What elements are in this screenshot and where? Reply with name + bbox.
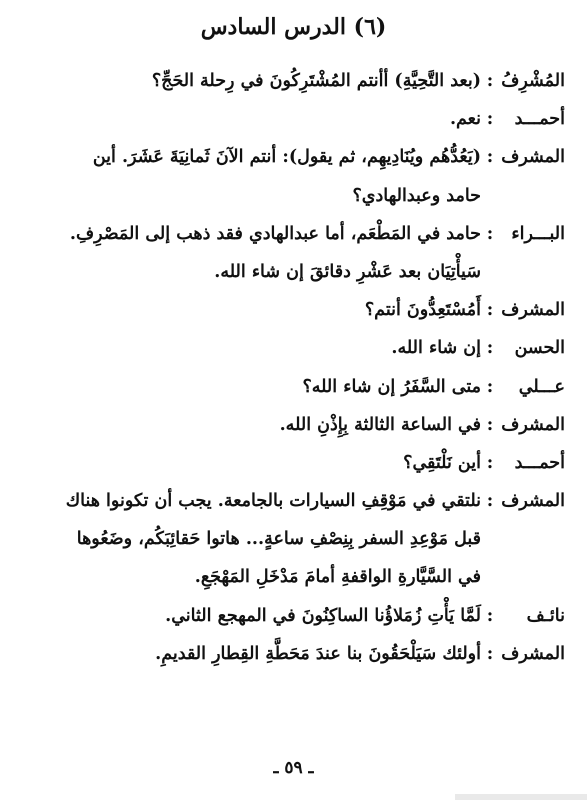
speaker-colon: : bbox=[486, 643, 494, 664]
speaker-name: المشرف bbox=[501, 643, 565, 664]
speaker-name: المشرف bbox=[501, 300, 565, 321]
speaker-name: أحمـــد bbox=[514, 452, 565, 473]
line-text: أَمُسْتَعِدُّونَ أنتم؟ bbox=[364, 300, 481, 321]
line-text: نعم. bbox=[449, 109, 481, 130]
line-text: حامد في المَطْعَم، أما عبدالهادي فقد ذهب إلى المَصْرِفِ. bbox=[69, 223, 481, 244]
dialogue-line bbox=[14, 597, 565, 635]
scan-corner-artifact bbox=[455, 794, 587, 800]
line-text: قبل مَوْعِدِ السفر بِنِصْفِ ساعةٍ... هاتوا حَقائِبَكُم، وضَعُوها bbox=[76, 529, 481, 550]
speaker-colon: : bbox=[486, 147, 494, 168]
page-number: ـ ٥٩ ـ bbox=[273, 758, 314, 778]
speaker-name: عـــلي bbox=[518, 376, 565, 397]
lesson-title: (٦) الدرس السادس bbox=[200, 14, 387, 40]
dialogue-line bbox=[14, 291, 565, 329]
line-text: في الساعة الثالثة بِإِذْنِ الله. bbox=[279, 414, 481, 435]
dialogue-line bbox=[14, 138, 565, 176]
dialogue-line bbox=[14, 482, 565, 520]
dialogue-line bbox=[14, 444, 565, 482]
speaker-name: المشرف bbox=[501, 491, 565, 512]
dialogue-line bbox=[14, 520, 565, 558]
line-text: حامد وعبدالهادي؟ bbox=[352, 185, 481, 206]
line-text: (بعد التَّحِيَّةِ) أأنتم المُشْتَرِكُونَ في رِحلة الحَجِّ؟ bbox=[151, 71, 481, 91]
speaker-name: أحمـــد bbox=[514, 109, 565, 130]
speaker-colon: : bbox=[486, 491, 494, 512]
speaker-name: البـــراء bbox=[511, 223, 565, 244]
dialogue-line bbox=[14, 558, 565, 596]
speaker-name: نائـف bbox=[526, 605, 565, 626]
speaker-colon: : bbox=[486, 376, 494, 397]
dialogue-line bbox=[14, 62, 565, 100]
line-text: نلتقي في مَوْقِفِ السيارات بالجامعة. يجب أن تكونوا هناك bbox=[65, 491, 481, 512]
speaker-name: الحسن bbox=[514, 338, 565, 359]
dialogue-line bbox=[14, 368, 565, 406]
dialogue-line bbox=[14, 215, 565, 253]
dialogue-line bbox=[14, 329, 565, 367]
speaker-colon: : bbox=[486, 71, 494, 91]
speaker-colon: : bbox=[486, 300, 494, 321]
dialogue-line bbox=[14, 635, 565, 673]
speaker-colon: : bbox=[486, 414, 494, 435]
dialogue-line bbox=[14, 100, 565, 138]
dialogue bbox=[14, 62, 565, 673]
dialogue-line bbox=[14, 406, 565, 444]
speaker-colon: : bbox=[486, 338, 494, 359]
line-text: في السَّيَّارةِ الواقفةِ أمامَ مَدْخَلِ المَهْجَعِ. bbox=[194, 567, 481, 588]
line-text: (يَعُدُّهُم ويُنَادِيهِم، ثم يقول): أنتم الآنَ ثَمانِيَةَ عَشَرَ. أين bbox=[92, 147, 481, 168]
dialogue-line bbox=[14, 177, 565, 215]
speaker-name: المُشْرِفُ bbox=[501, 71, 565, 91]
speaker-name: المشرف bbox=[501, 147, 565, 168]
line-text: لَمَّا يَأْتِ زُمَلاؤُنا الساكِنُونَ في المهجع الثاني. bbox=[165, 605, 481, 626]
line-text: إن شاء الله. bbox=[391, 338, 481, 359]
line-text: متى السَّفَرُ إن شاء الله؟ bbox=[302, 376, 481, 397]
dialogue-line bbox=[14, 253, 565, 291]
speaker-colon: : bbox=[486, 605, 494, 626]
line-text: سَيأْتِيَان بعد عَشْرِ دقائقَ إن شاء الله. bbox=[214, 261, 481, 282]
speaker-colon: : bbox=[486, 452, 494, 473]
line-text: أين نَلْتَقِي؟ bbox=[403, 452, 481, 473]
speaker-colon: : bbox=[486, 223, 494, 244]
line-text: أولئك سَيَلْحَقُونَ بنا عندَ مَحَطَّةِ القِطارِ القديمِ. bbox=[155, 643, 481, 664]
speaker-colon: : bbox=[486, 109, 494, 130]
speaker-name: المشرف bbox=[501, 414, 565, 435]
